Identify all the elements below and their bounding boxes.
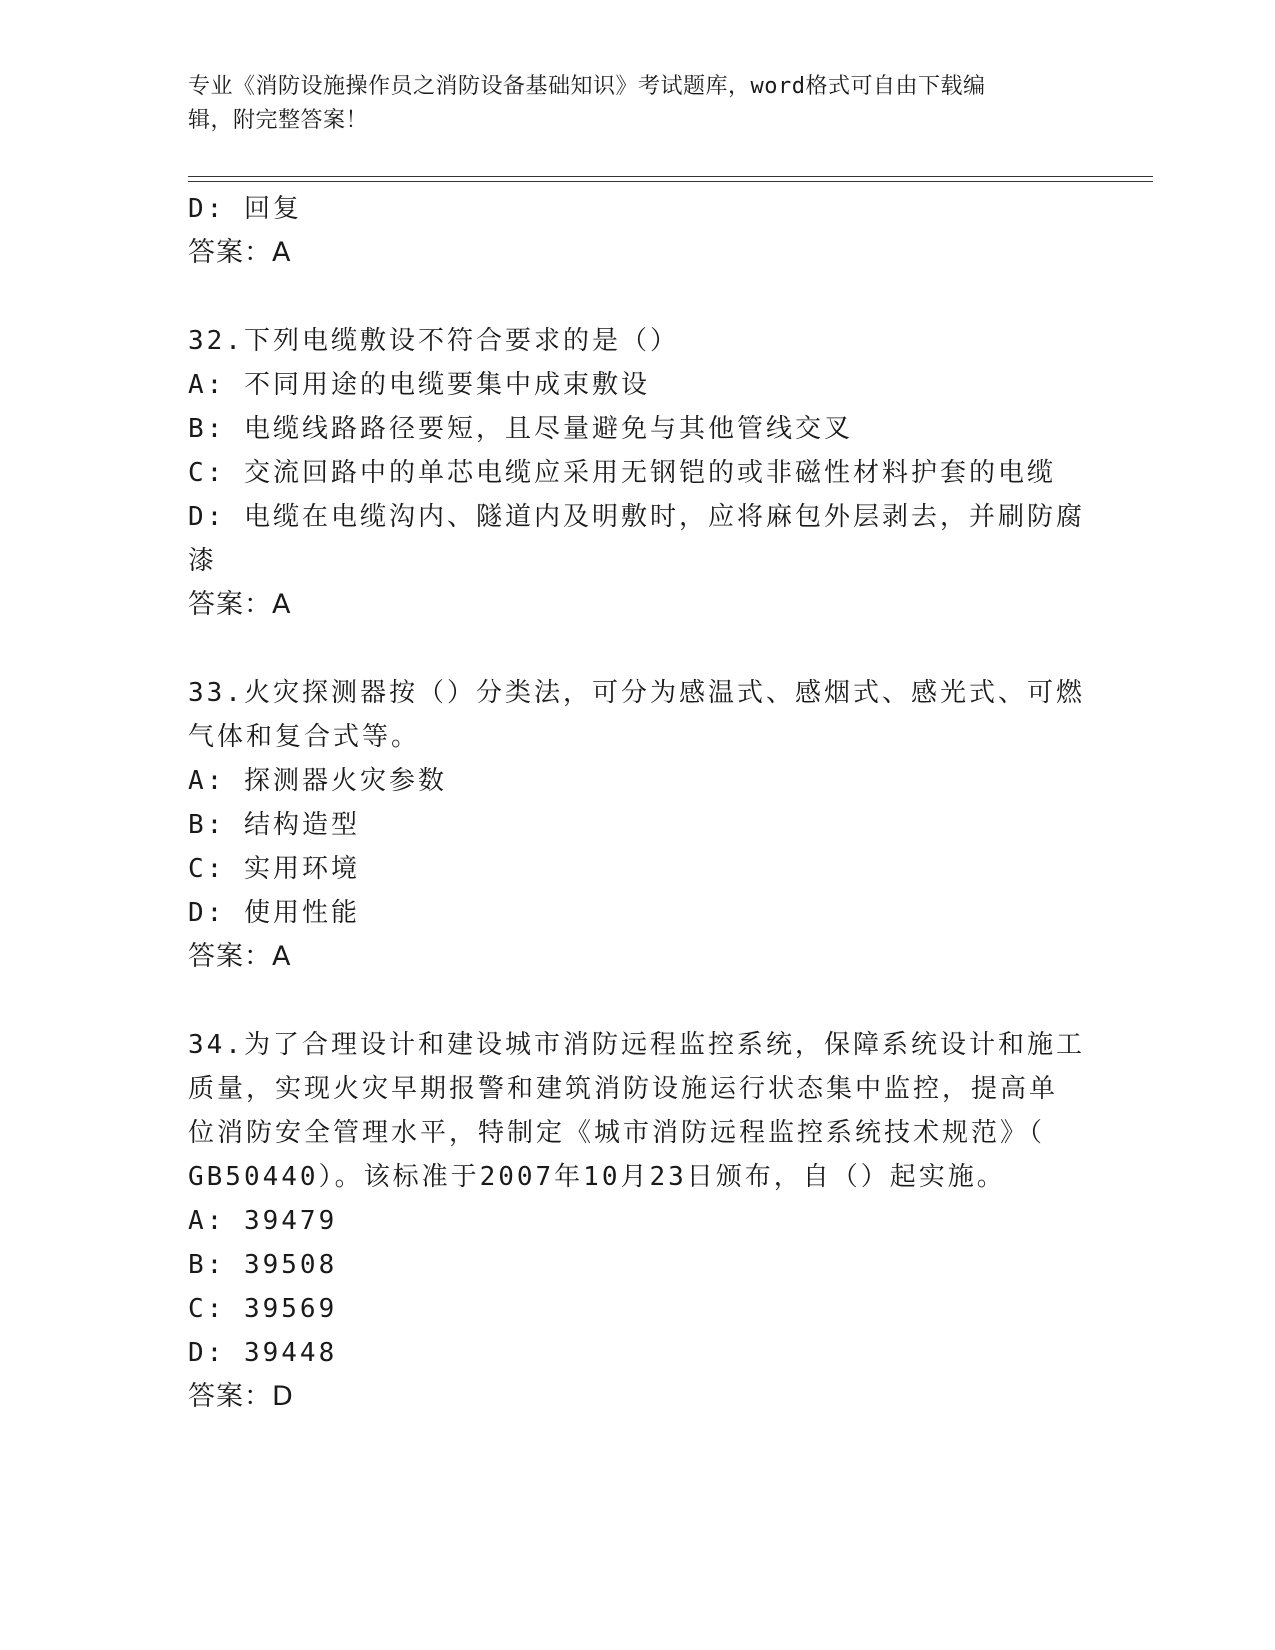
q33-stem-line-2: 气体和复合式等。	[188, 722, 421, 752]
prev-option-d: D: 回复	[188, 194, 302, 224]
q34-stem-line-3: 位消防安全管理水平，特制定《城市消防远程监控系统技术规范》（	[188, 1118, 1046, 1148]
q33-option-a: A: 探测器火灾参数	[188, 766, 447, 796]
q34-answer: 答案：D	[188, 1381, 294, 1412]
q32-option-d-line-2: 漆	[188, 546, 218, 576]
q33-option-d: D: 使用性能	[188, 898, 360, 928]
page-header	[188, 70, 1068, 138]
header-line-1: 专业《消防设施操作员之消防设备基础知识》考试题库，word格式可自由下载编	[188, 74, 986, 99]
q33-option-b: B: 结构造型	[188, 810, 360, 840]
q32-stem: 32.下列电缆敷设不符合要求的是（）	[188, 326, 679, 356]
prev-answer: 答案：A	[188, 237, 292, 268]
header-line-2: 辑，附完整答案！	[188, 108, 369, 133]
q33-option-c: C: 实用环境	[188, 854, 360, 884]
q34-option-d: D: 39448	[188, 1338, 338, 1368]
header-divider-top	[188, 176, 1153, 177]
q32-option-d-line-1: D: 电缆在电缆沟内、隧道内及明敷时，应将麻包外层剥去，并刷防腐	[188, 502, 1085, 532]
q32-option-c: C: 交流回路中的单芯电缆应采用无钢铠的或非磁性材料护套的电缆	[188, 458, 1056, 488]
q32-option-b: B: 电缆线路路径要短，且尽量避免与其他管线交叉	[188, 414, 853, 444]
q34-stem-line-1: 34.为了合理设计和建设城市消防远程监控系统，保障系统设计和施工	[188, 1030, 1085, 1060]
q34-option-c: C: 39569	[188, 1294, 338, 1324]
q34-stem-line-4: GB50440）。该标准于2007年10月23日颁布，自（）起实施。	[188, 1162, 1006, 1192]
q34-stem-line-2: 质量，实现火灾早期报警和建筑消防设施运行状态集中监控，提高单	[188, 1074, 1059, 1104]
q32-answer: 答案：A	[188, 589, 292, 620]
q34-option-a: A: 39479	[188, 1206, 338, 1236]
header-divider-bottom	[188, 181, 1153, 182]
q33-answer: 答案：A	[188, 941, 292, 972]
q33-stem-line-1: 33.火灾探测器按（）分类法，可分为感温式、感烟式、感光式、可燃	[188, 678, 1085, 708]
q34-option-b: B: 39508	[188, 1250, 338, 1280]
q32-option-a: A: 不同用途的电缆要集中成束敷设	[188, 370, 650, 400]
